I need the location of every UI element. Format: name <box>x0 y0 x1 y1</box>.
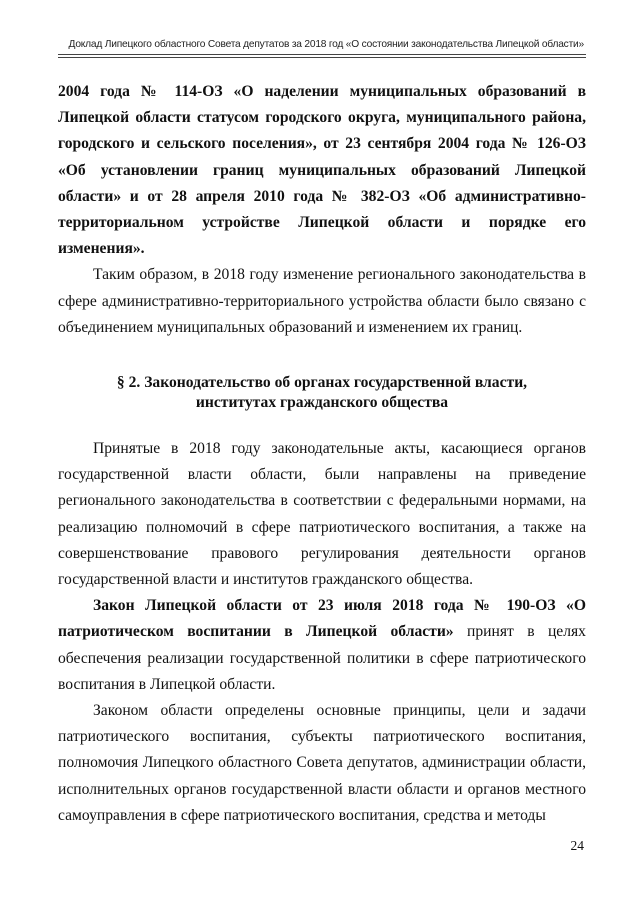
running-header <box>58 38 586 58</box>
paragraph-law-list-continued: 2004 года № 114-ОЗ «О наделении муниципальных образований в Липецкой области статусом городского округа, муниципального района, городского и сельского поселения», от 23 сентября 2004 года № 126-ОЗ «Об установлении границ муниципальных образований Липецкой области» и от 28 апреля 2010 года № 382-ОЗ «Об административно-территориальном устройстве Липецкой области и порядке его изменения». <box>58 83 586 258</box>
paragraph-law-patriotic <box>58 593 586 698</box>
law-description: принят в целях обеспечения реализации государственной политики в сфере патриотического воспитания в Липецкой области. <box>58 623 586 693</box>
page-content <box>58 79 586 829</box>
section-heading <box>58 373 586 413</box>
page-number: 24 <box>570 838 584 853</box>
section-heading-line-1: § 2. Законодательство об органах государственной власти, <box>116 374 528 392</box>
paragraph-intro: Принятые в 2018 году законодательные акты, касающиеся органов государственной власти области, были направлены на приведение регионального законодательства в соответствии с федеральными нормами, на реализацию полномочий в сфере патриотического воспитания, а также на совершенствование правового регулирования деятельности органов государственной власти и институтов гражданского общества. <box>58 440 586 589</box>
paragraph-summary: Таким образом, в 2018 году изменение регионального законодательства в сфере административно-территориального устройства области было связано с объединением муниципальных образований и изменением их границ. <box>58 266 586 336</box>
running-header-title: Доклад Липецкого областного Совета депутатов за 2018 год «О состоянии законодательства Липецкой области» <box>68 39 584 50</box>
section-heading-line-2: институтах гражданского общества <box>195 394 449 412</box>
paragraph-principles: Законом области определены основные принципы, цели и задачи патриотического воспитания, субъекты патриотического воспитания, полномочия Липецкого областного Совета депутатов, администрации области, исполнительных органов государственной власти области и органов местного самоуправления в сфере патриотического воспитания, средства и методы <box>58 702 586 824</box>
law-name: Закон Липецкой области от 23 июля 2018 года № 190-ОЗ «О патриотическом воспитании в Липецкой области» <box>58 597 586 641</box>
